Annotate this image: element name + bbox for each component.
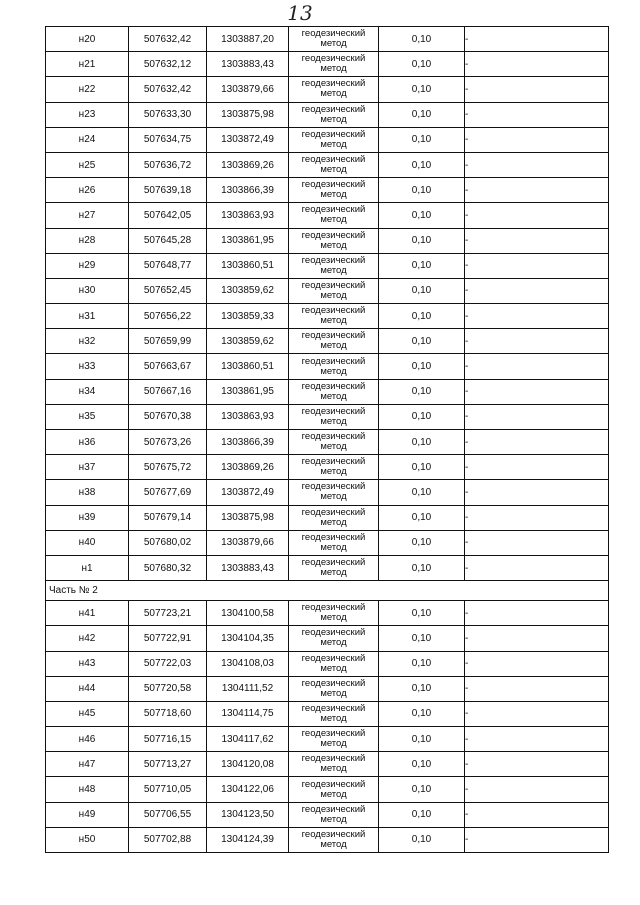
x-coordinate-cell: 507710,05	[129, 777, 207, 802]
method-cell: геодезический метод	[289, 727, 379, 752]
point-cell: н44	[46, 676, 129, 701]
point-cell: н23	[46, 102, 129, 127]
accuracy-cell: 0,10	[379, 152, 465, 177]
part2-header	[46, 581, 609, 601]
method-cell: геодезический метод	[289, 304, 379, 329]
point-cell: н27	[46, 203, 129, 228]
y-coordinate-cell: 1303869,26	[207, 455, 289, 480]
accuracy-cell: 0,10	[379, 253, 465, 278]
note-cell: -	[465, 304, 609, 329]
point-cell: н33	[46, 354, 129, 379]
y-coordinate-cell: 1304100,58	[207, 601, 289, 626]
point-cell: н31	[46, 304, 129, 329]
note-cell: -	[465, 329, 609, 354]
method-cell: геодезический метод	[289, 555, 379, 580]
note-cell: -	[465, 278, 609, 303]
part1-rows	[46, 27, 609, 581]
y-coordinate-cell: 1303861,95	[207, 379, 289, 404]
note-cell: -	[465, 555, 609, 580]
x-coordinate-cell: 507636,72	[129, 152, 207, 177]
point-cell: н47	[46, 752, 129, 777]
accuracy-cell: 0,10	[379, 430, 465, 455]
y-coordinate-cell: 1304122,06	[207, 777, 289, 802]
note-cell: -	[465, 530, 609, 555]
x-coordinate-cell: 507667,16	[129, 379, 207, 404]
method-cell: геодезический метод	[289, 505, 379, 530]
table-row	[46, 77, 609, 102]
method-cell: геодезический метод	[289, 178, 379, 203]
method-cell: геодезический метод	[289, 127, 379, 152]
x-coordinate-cell: 507680,32	[129, 555, 207, 580]
note-cell: -	[465, 727, 609, 752]
method-cell: геодезический метод	[289, 228, 379, 253]
y-coordinate-cell: 1303859,62	[207, 278, 289, 303]
table-row	[46, 278, 609, 303]
y-coordinate-cell: 1304114,75	[207, 701, 289, 726]
point-cell: н25	[46, 152, 129, 177]
method-cell: геодезический метод	[289, 802, 379, 827]
table-row	[46, 530, 609, 555]
x-coordinate-cell: 507633,30	[129, 102, 207, 127]
accuracy-cell: 0,10	[379, 278, 465, 303]
x-coordinate-cell: 507722,91	[129, 626, 207, 651]
note-cell: -	[465, 77, 609, 102]
point-cell: н43	[46, 651, 129, 676]
accuracy-cell: 0,10	[379, 228, 465, 253]
table-row	[46, 404, 609, 429]
x-coordinate-cell: 507632,42	[129, 77, 207, 102]
note-cell: -	[465, 379, 609, 404]
note-cell: -	[465, 354, 609, 379]
note-cell: -	[465, 505, 609, 530]
y-coordinate-cell: 1303887,20	[207, 27, 289, 52]
method-cell: геодезический метод	[289, 777, 379, 802]
point-cell: н29	[46, 253, 129, 278]
table-row	[46, 827, 609, 852]
method-cell: геодезический метод	[289, 752, 379, 777]
accuracy-cell: 0,10	[379, 827, 465, 852]
note-cell: -	[465, 430, 609, 455]
point-cell: н30	[46, 278, 129, 303]
x-coordinate-cell: 507663,67	[129, 354, 207, 379]
y-coordinate-cell: 1303883,43	[207, 555, 289, 580]
y-coordinate-cell: 1303859,62	[207, 329, 289, 354]
x-coordinate-cell: 507642,05	[129, 203, 207, 228]
point-cell: н46	[46, 727, 129, 752]
y-coordinate-cell: 1303859,33	[207, 304, 289, 329]
method-cell: геодезический метод	[289, 404, 379, 429]
note-cell: -	[465, 626, 609, 651]
point-cell: н41	[46, 601, 129, 626]
x-coordinate-cell: 507673,26	[129, 430, 207, 455]
table-row	[46, 777, 609, 802]
x-coordinate-cell: 507652,45	[129, 278, 207, 303]
point-cell: н32	[46, 329, 129, 354]
table-row	[46, 329, 609, 354]
note-cell: -	[465, 752, 609, 777]
method-cell: геодезический метод	[289, 480, 379, 505]
method-cell: геодезический метод	[289, 455, 379, 480]
note-cell: -	[465, 228, 609, 253]
point-cell: н22	[46, 77, 129, 102]
table-row	[46, 354, 609, 379]
accuracy-cell: 0,10	[379, 752, 465, 777]
note-cell: -	[465, 455, 609, 480]
y-coordinate-cell: 1303863,93	[207, 404, 289, 429]
x-coordinate-cell: 507723,21	[129, 601, 207, 626]
method-cell: геодезический метод	[289, 253, 379, 278]
x-coordinate-cell: 507720,58	[129, 676, 207, 701]
point-cell: н28	[46, 228, 129, 253]
accuracy-cell: 0,10	[379, 203, 465, 228]
accuracy-cell: 0,10	[379, 505, 465, 530]
point-cell: н39	[46, 505, 129, 530]
point-cell: н21	[46, 52, 129, 77]
table-row	[46, 802, 609, 827]
method-cell: геодезический метод	[289, 77, 379, 102]
accuracy-cell: 0,10	[379, 52, 465, 77]
method-cell: геодезический метод	[289, 530, 379, 555]
table-row	[46, 455, 609, 480]
table-row	[46, 727, 609, 752]
method-cell: геодезический метод	[289, 102, 379, 127]
accuracy-cell: 0,10	[379, 701, 465, 726]
y-coordinate-cell: 1304120,08	[207, 752, 289, 777]
note-cell: -	[465, 52, 609, 77]
y-coordinate-cell: 1304104,35	[207, 626, 289, 651]
y-coordinate-cell: 1304117,62	[207, 727, 289, 752]
x-coordinate-cell: 507706,55	[129, 802, 207, 827]
y-coordinate-cell: 1303863,93	[207, 203, 289, 228]
coordinates-table	[45, 26, 609, 853]
point-cell: н20	[46, 27, 129, 52]
point-cell: н36	[46, 430, 129, 455]
method-cell: геодезический метод	[289, 626, 379, 651]
method-cell: геодезический метод	[289, 152, 379, 177]
table-row	[46, 304, 609, 329]
table-row	[46, 27, 609, 52]
note-cell: -	[465, 203, 609, 228]
x-coordinate-cell: 507648,77	[129, 253, 207, 278]
table-row	[46, 555, 609, 580]
x-coordinate-cell: 507656,22	[129, 304, 207, 329]
table-row	[46, 430, 609, 455]
method-cell: геодезический метод	[289, 379, 379, 404]
y-coordinate-cell: 1304111,52	[207, 676, 289, 701]
table-row	[46, 127, 609, 152]
method-cell: геодезический метод	[289, 430, 379, 455]
x-coordinate-cell: 507679,14	[129, 505, 207, 530]
x-coordinate-cell: 507639,18	[129, 178, 207, 203]
y-coordinate-cell: 1303861,95	[207, 228, 289, 253]
page-number: 13	[287, 1, 313, 25]
accuracy-cell: 0,10	[379, 601, 465, 626]
point-cell: н42	[46, 626, 129, 651]
x-coordinate-cell: 507702,88	[129, 827, 207, 852]
method-cell: геодезический метод	[289, 601, 379, 626]
method-cell: геодезический метод	[289, 27, 379, 52]
note-cell: -	[465, 802, 609, 827]
accuracy-cell: 0,10	[379, 676, 465, 701]
method-cell: геодезический метод	[289, 278, 379, 303]
note-cell: -	[465, 404, 609, 429]
accuracy-cell: 0,10	[379, 102, 465, 127]
note-cell: -	[465, 827, 609, 852]
table-row	[46, 651, 609, 676]
point-cell: н50	[46, 827, 129, 852]
y-coordinate-cell: 1303872,49	[207, 480, 289, 505]
y-coordinate-cell: 1303879,66	[207, 77, 289, 102]
method-cell: геодезический метод	[289, 676, 379, 701]
y-coordinate-cell: 1303860,51	[207, 253, 289, 278]
part2-rows	[46, 601, 609, 853]
accuracy-cell: 0,10	[379, 802, 465, 827]
accuracy-cell: 0,10	[379, 354, 465, 379]
y-coordinate-cell: 1303875,98	[207, 505, 289, 530]
table-row	[46, 676, 609, 701]
y-coordinate-cell: 1303872,49	[207, 127, 289, 152]
point-cell: н49	[46, 802, 129, 827]
note-cell: -	[465, 102, 609, 127]
method-cell: геодезический метод	[289, 827, 379, 852]
x-coordinate-cell: 507632,12	[129, 52, 207, 77]
table-row	[46, 102, 609, 127]
note-cell: -	[465, 27, 609, 52]
method-cell: геодезический метод	[289, 329, 379, 354]
note-cell: -	[465, 701, 609, 726]
accuracy-cell: 0,10	[379, 127, 465, 152]
table-row	[46, 505, 609, 530]
note-cell: -	[465, 601, 609, 626]
accuracy-cell: 0,10	[379, 178, 465, 203]
table-row	[46, 701, 609, 726]
accuracy-cell: 0,10	[379, 379, 465, 404]
point-cell: н26	[46, 178, 129, 203]
y-coordinate-cell: 1303869,26	[207, 152, 289, 177]
y-coordinate-cell: 1303875,98	[207, 102, 289, 127]
note-cell: -	[465, 178, 609, 203]
y-coordinate-cell: 1304108,03	[207, 651, 289, 676]
y-coordinate-cell: 1303866,39	[207, 430, 289, 455]
method-cell: геодезический метод	[289, 651, 379, 676]
method-cell: геодезический метод	[289, 354, 379, 379]
accuracy-cell: 0,10	[379, 651, 465, 676]
note-cell: -	[465, 480, 609, 505]
accuracy-cell: 0,10	[379, 455, 465, 480]
x-coordinate-cell: 507632,42	[129, 27, 207, 52]
note-cell: -	[465, 253, 609, 278]
x-coordinate-cell: 507680,02	[129, 530, 207, 555]
x-coordinate-cell: 507675,72	[129, 455, 207, 480]
accuracy-cell: 0,10	[379, 27, 465, 52]
accuracy-cell: 0,10	[379, 727, 465, 752]
point-cell: н34	[46, 379, 129, 404]
point-cell: н38	[46, 480, 129, 505]
x-coordinate-cell: 507713,27	[129, 752, 207, 777]
x-coordinate-cell: 507677,69	[129, 480, 207, 505]
accuracy-cell: 0,10	[379, 77, 465, 102]
x-coordinate-cell: 507670,38	[129, 404, 207, 429]
x-coordinate-cell: 507716,15	[129, 727, 207, 752]
table-row	[46, 752, 609, 777]
table-row	[46, 601, 609, 626]
table-row	[46, 52, 609, 77]
point-cell: н35	[46, 404, 129, 429]
accuracy-cell: 0,10	[379, 555, 465, 580]
x-coordinate-cell: 507645,28	[129, 228, 207, 253]
note-cell: -	[465, 127, 609, 152]
y-coordinate-cell: 1303866,39	[207, 178, 289, 203]
y-coordinate-cell: 1304124,39	[207, 827, 289, 852]
table-row	[46, 626, 609, 651]
note-cell: -	[465, 676, 609, 701]
accuracy-cell: 0,10	[379, 480, 465, 505]
method-cell: геодезический метод	[289, 701, 379, 726]
accuracy-cell: 0,10	[379, 626, 465, 651]
table-row	[46, 152, 609, 177]
table-row	[46, 480, 609, 505]
part-heading-row	[46, 581, 609, 601]
accuracy-cell: 0,10	[379, 777, 465, 802]
table-row	[46, 178, 609, 203]
point-cell: н40	[46, 530, 129, 555]
accuracy-cell: 0,10	[379, 329, 465, 354]
point-cell: н48	[46, 777, 129, 802]
y-coordinate-cell: 1303860,51	[207, 354, 289, 379]
y-coordinate-cell: 1304123,50	[207, 802, 289, 827]
accuracy-cell: 0,10	[379, 530, 465, 555]
table-row	[46, 379, 609, 404]
point-cell: н1	[46, 555, 129, 580]
method-cell: геодезический метод	[289, 203, 379, 228]
point-cell: н45	[46, 701, 129, 726]
note-cell: -	[465, 777, 609, 802]
y-coordinate-cell: 1303879,66	[207, 530, 289, 555]
table-row	[46, 203, 609, 228]
accuracy-cell: 0,10	[379, 404, 465, 429]
x-coordinate-cell: 507722,03	[129, 651, 207, 676]
table-row	[46, 228, 609, 253]
x-coordinate-cell: 507659,99	[129, 329, 207, 354]
x-coordinate-cell: 507718,60	[129, 701, 207, 726]
accuracy-cell: 0,10	[379, 304, 465, 329]
method-cell: геодезический метод	[289, 52, 379, 77]
table-row	[46, 253, 609, 278]
part-heading: Часть № 2	[46, 581, 609, 601]
y-coordinate-cell: 1303883,43	[207, 52, 289, 77]
x-coordinate-cell: 507634,75	[129, 127, 207, 152]
point-cell: н24	[46, 127, 129, 152]
point-cell: н37	[46, 455, 129, 480]
note-cell: -	[465, 651, 609, 676]
note-cell: -	[465, 152, 609, 177]
